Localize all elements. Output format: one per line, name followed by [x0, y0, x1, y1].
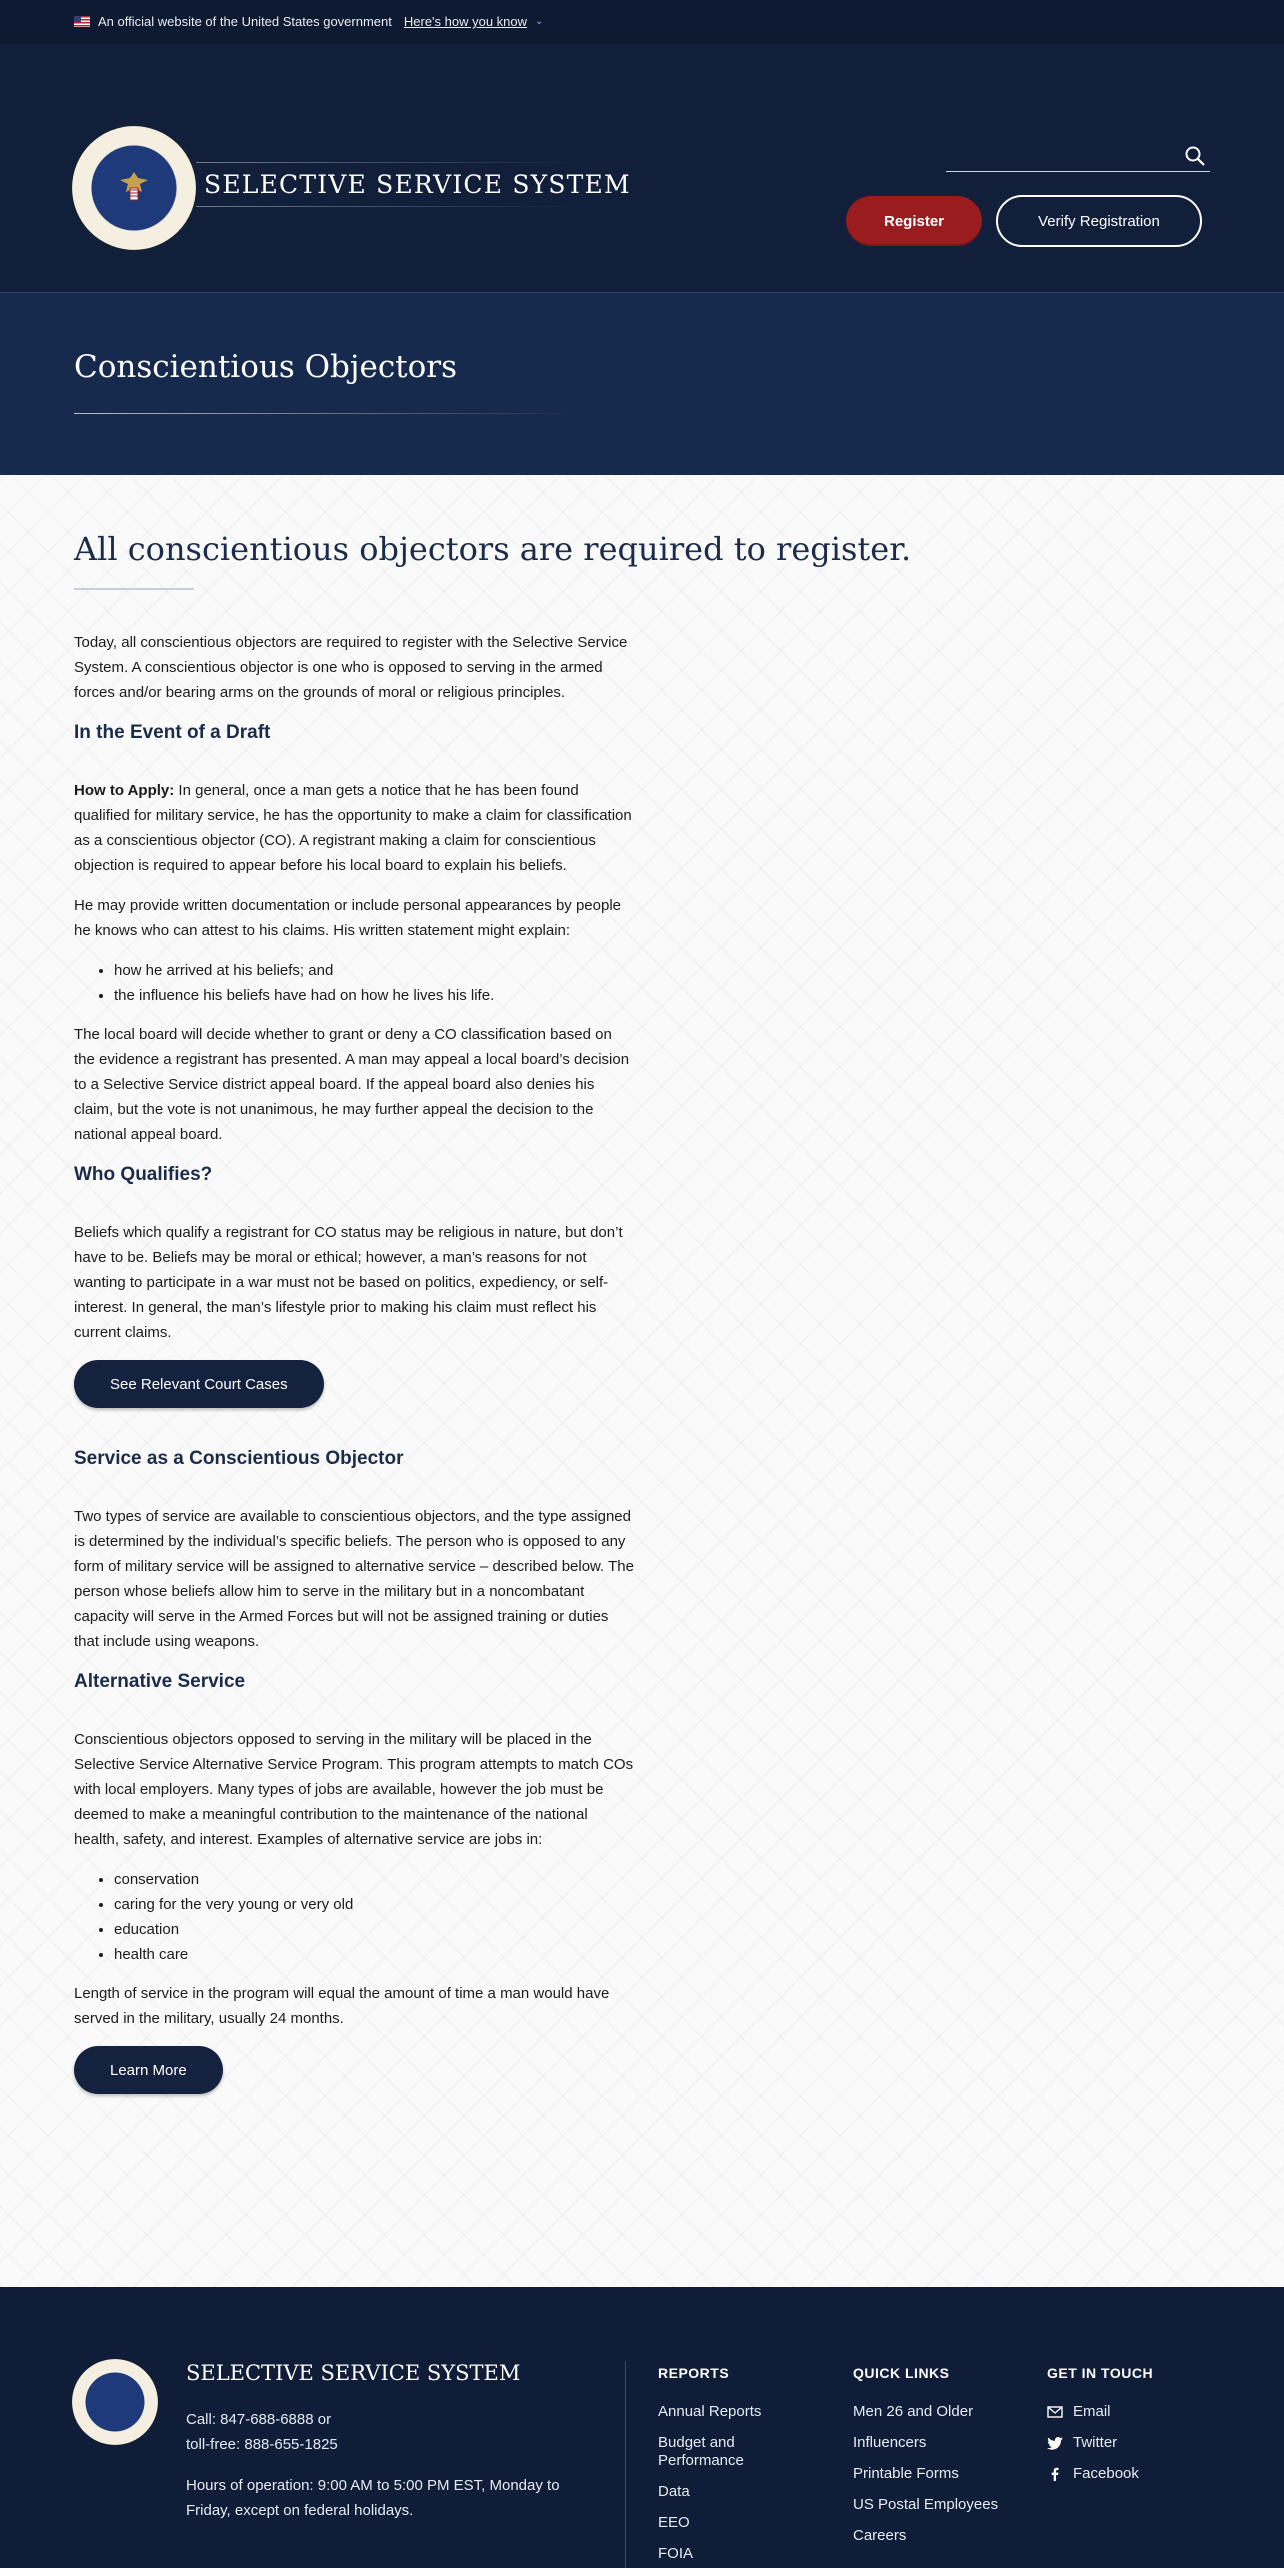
footer-link-careers[interactable]: Careers [853, 2527, 907, 2544]
how-to-apply-paragraph [74, 778, 634, 878]
search-input[interactable] [946, 171, 1210, 172]
footer-link-foia[interactable]: FOIA [658, 2545, 694, 2562]
list-item: • the influence his beliefs have had on how he lives his life. [114, 983, 634, 1008]
twitter-icon [1047, 2437, 1063, 2450]
length-paragraph: Length of service in the program will equal the amount of time a man would have served in the military, usually 24 months. [74, 1985, 610, 2027]
verify-registration-button[interactable]: Verify Registration [996, 195, 1202, 247]
footer-quick-links-column [853, 2365, 1033, 2558]
page-hero [0, 292, 1284, 475]
alternative-jobs-list [114, 1867, 634, 1967]
footer-link-budget-performance[interactable]: Budget and Performance [658, 2434, 744, 2469]
documentation-paragraph: He may provide written documentation or include personal appearances by people he knows who can attest to his claims. His written statement might explain: [74, 897, 621, 939]
footer-get-in-touch-heading: GET IN TOUCH [1047, 2365, 1154, 2381]
footer-link-us-postal-employees[interactable]: US Postal Employees [853, 2496, 999, 2513]
local-board-paragraph: The local board will decide whether to grant or deny a CO classification based on the evidence a registrant has presented. A man may appeal a local board’s decision to a Selective Service district appeal board. If the appeal board also denies his claim, but the vote is not unanimous, he may further appeal the decision to the national appeal board. [74, 1026, 630, 1143]
footer-link-annual-reports[interactable]: Annual Reports [658, 2403, 762, 2420]
site-footer [0, 2287, 1284, 2568]
list-item: • caring for the very young or very old [114, 1892, 634, 1917]
section-heading-alternative: Alternative Service [74, 1671, 246, 1692]
brand-bottom-rule [196, 206, 576, 207]
section-heading-draft: In the Event of a Draft [74, 722, 271, 743]
list-item: • education [114, 1917, 634, 1942]
how-to-apply-label: How to Apply: [74, 782, 175, 799]
footer-phone-line-1: Call: 847-688-6888 or [186, 2411, 332, 2428]
section-heading-service: Service as a Conscientious Objector [74, 1448, 404, 1469]
footer-link-eeo[interactable]: EEO [658, 2514, 690, 2531]
footer-get-in-touch-column [1047, 2365, 1227, 2496]
sss-seal-logo[interactable] [72, 126, 196, 250]
brand-top-rule [196, 162, 576, 163]
official-gov-banner [0, 0, 1284, 44]
see-court-cases-button[interactable]: See Relevant Court Cases [74, 1360, 324, 1408]
footer-seal-logo[interactable] [72, 2359, 158, 2445]
facebook-icon [1047, 2467, 1063, 2481]
how-to-apply-text: In general, once a man gets a notice that he has been found qualified for military service, he has the opportunity to make a claim for classification as a conscientious objector (CO). A registrant making a claim for conscientious objection is required to appear before his local board to explain his beliefs. [74, 782, 632, 874]
footer-link-label: Facebook [1073, 2465, 1139, 2482]
alternative-paragraph: Conscientious objectors opposed to serving in the military will be placed in the Selective Service Alternative Service Program. This program attempts to match COs with local employers. Many types of jobs are available, however the job must be deemed to make a meaningful contribution to the maintenance of the national health, safety, and interest. Examples of alternative service are jobs in: [74, 1731, 634, 1848]
site-header [0, 44, 1284, 292]
footer-phone-line-2: toll-free: 888-655-1825 [186, 2436, 338, 2453]
us-flag-icon [74, 16, 90, 27]
footer-link-data[interactable]: Data [658, 2483, 690, 2500]
footer-link-men-26-older[interactable]: Men 26 and Older [853, 2403, 974, 2420]
intro-paragraph: Today, all conscientious objectors are required to register with the Selective Service System. A conscientious objector is one who is opposed to serving in the armed forces and/or bearing arms on the grounds of moral or religious principles. [74, 634, 628, 701]
article-body [74, 630, 634, 2094]
site-brand-title[interactable]: SELECTIVE SERVICE SYSTEM [204, 170, 631, 199]
footer-hours: Hours of operation: 9:00 AM to 5:00 PM EST, Monday to Friday, except on federal holidays. [186, 2477, 560, 2519]
footer-link-label: Email [1073, 2403, 1111, 2420]
lead-heading: All conscientious objectors are required to register. [74, 530, 912, 568]
footer-reports-heading: REPORTS [658, 2365, 730, 2381]
list-item: • how he arrived at his beliefs; and [114, 958, 634, 983]
eagle-icon [118, 170, 150, 206]
footer-link-facebook[interactable] [1047, 2465, 1227, 2483]
list-item: • conservation [114, 1867, 634, 1892]
footer-link-twitter[interactable] [1047, 2434, 1227, 2452]
qualifies-paragraph: Beliefs which qualify a registrant for CO status may be religious in nature, but don’t have to be. Beliefs may be moral or ethical; however, a man’s reasons for not wanting to participate in a war must not be based on politics, expediency, or self-interest. In general, the man’s lifestyle prior to making his claim must reflect his current claims. [74, 1224, 623, 1341]
chevron-down-icon: ⌄ [535, 16, 544, 27]
footer-divider [625, 2361, 626, 2568]
learn-more-button[interactable]: Learn More [74, 2046, 223, 2094]
search-icon[interactable] [1184, 145, 1206, 167]
title-rule [74, 413, 574, 414]
list-item: • health care [114, 1942, 634, 1967]
main-content [0, 475, 1284, 2287]
footer-link-label: Twitter [1073, 2434, 1118, 2451]
footer-link-printable-forms[interactable]: Printable Forms [853, 2465, 959, 2482]
footer-quick-links-heading: QUICK LINKS [853, 2365, 950, 2381]
footer-link-email[interactable] [1047, 2403, 1227, 2421]
footer-reports-column [658, 2365, 808, 2568]
page-title: Conscientious Objectors [74, 349, 458, 385]
gov-banner-text: An official website of the United States government [98, 14, 392, 29]
service-paragraph: Two types of service are available to conscientious objectors, and the type assigned is determined by the individual’s specific beliefs. The person who is opposed to any form of military service will be assigned to alternative service – described below. The person whose beliefs allow him to serve in the military but in a noncombatant capacity will serve in the Armed Forces but will not be assigned training or duties that include using weapons. [74, 1508, 634, 1650]
lead-rule [74, 588, 194, 590]
section-heading-qualifies: Who Qualifies? [74, 1164, 213, 1185]
register-button[interactable]: Register [846, 196, 982, 246]
envelope-icon [1047, 2406, 1063, 2418]
footer-link-influencers[interactable]: Influencers [853, 2434, 927, 2451]
heres-how-you-know-link[interactable]: Here's how you know [403, 14, 528, 29]
footer-brand-title: SELECTIVE SERVICE SYSTEM [186, 2361, 521, 2385]
explain-list [114, 958, 634, 1008]
